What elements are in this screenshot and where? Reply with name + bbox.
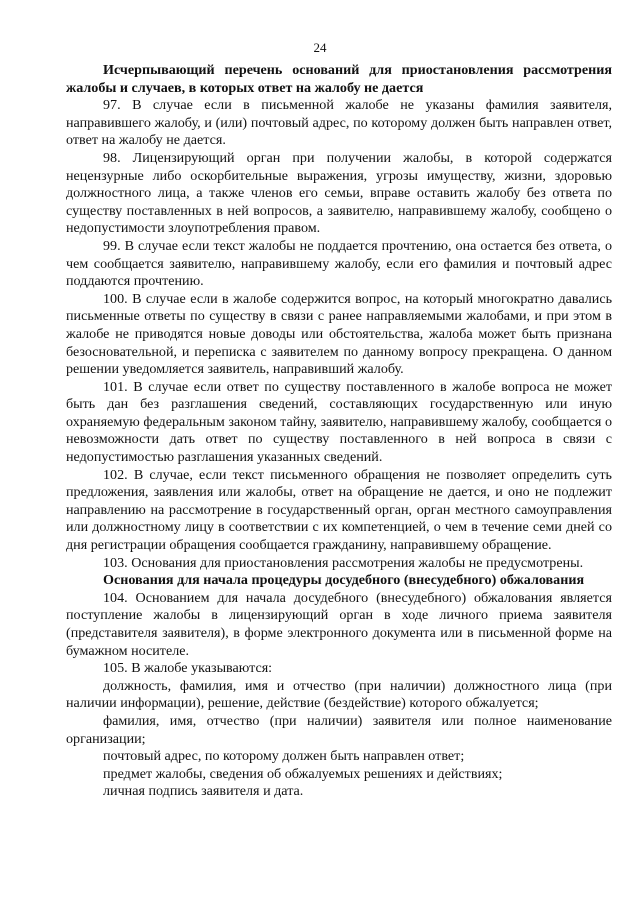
list-item-official: должность, фамилия, имя и отчество (при наличии) должностного лица (при наличии информации), решение, действие (бездействие) которого обжалуется; [66,677,612,712]
paragraph-103: 103. Основания для приостановления рассмотрения жалобы не предусмотрены. [103,554,584,571]
list-item-signature: личная подпись заявителя и дата. [103,783,304,800]
paragraph-104: 104. Основанием для начала досудебного (внесудебного) обжалования является поступление жалобы в лицензирующий орган в ходе личного приема заявителя (представителя заявителя), в форме электронного документа или в письменной форме на бумажном носителе. [66,589,612,659]
heading-suspension: Исчерпывающий перечень оснований для приостановления рассмотрения жалобы и случаев, в которых ответ на жалобу не дается [66,62,612,96]
paragraph-102: 102. В случае, если текст письменного обращения не позволяет определить суть предложения, заявления или жалобы, ответ на обращение не дается, и оно не подлежит направлению на рассмотрение в государственный орган, орган местного самоуправления или должностному лицу в соответствии с их компетенцией, о чем в течение семи дней со дня регистрации обращения сообщается гражданину, направившему обращение. [66,466,612,554]
paragraph-98: 98. Лицензирующий орган при получении жалобы, в которой содержатся нецензурные либо оскорбительные выражения, угрозы имуществу, жизни, здоровью должностного лица, а также членов его семьи, вправе оставить жалобу без ответа по существу поставленных в ней вопросов, а заявителю, направившему жалобу, сообщено о недопустимости злоупотребления правом. [66,149,612,237]
paragraph-100: 100. В случае если в жалобе содержится вопрос, на который многократно давались письменные ответы по существу в связи с ранее направляемыми жалобами, и при этом в жалобе не приводятся новые доводы или обстоятельства, жалоба может быть признана безосновательной, и переписка с заявителем по данному вопросу прекращена. О данном решении уведомляется заявитель, направивший жалобу. [66,290,612,378]
paragraph-105: 105. В жалобе указываются: [103,660,273,677]
list-item-subject: предмет жалобы, сведения об обжалуемых решениях и действиях; [103,765,503,782]
list-item-applicant: фамилия, имя, отчество (при наличии) заявителя или полное наименование организации; [66,712,612,747]
paragraph-99: 99. В случае если текст жалобы не поддается прочтению, она остается без ответа, о чем сообщается заявителю, направившему жалобу, если его фамилия и почтовый адрес поддаются прочтению. [66,237,612,290]
paragraph-101: 101. В случае если ответ по существу поставленного в жалобе вопроса не может быть дан без разглашения сведений, составляющих государственную или иную охраняемую федеральным законом тайну, заявителю, направившему жалобу, сообщается о невозможности дать ответ по существу поставленного в ней вопроса в связи с недопустимостью разглашения указанных сведений. [66,378,612,466]
list-item-address: почтовый адрес, по которому должен быть направлен ответ; [103,748,465,765]
paragraph-97: 97. В случае если в письменной жалобе не указаны фамилия заявителя, направившего жалобу, и (или) почтовый адрес, по которому должен быть направлен ответ, ответ на жалобу не дается. [66,97,612,149]
page-number: 24 [313,40,327,55]
heading-appeal: Основания для начала процедуры досудебного (внесудебного) обжалования [103,572,585,589]
document-body [66,62,612,801]
